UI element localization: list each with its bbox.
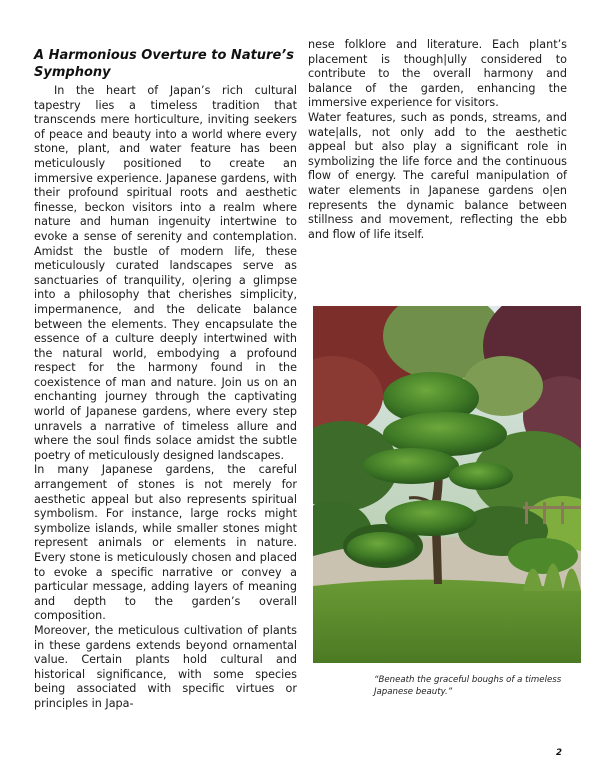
paragraph-plants-part-2: nese folklore and literature. Each plant’s placement is though|ully considered to contribute to the overall harmony and balance of the garden, enhancing the immersive experience for visitors. bbox=[308, 38, 567, 110]
paragraph-plants-part-1: Moreover, the meticulous cultivation of plants in these gardens extends beyond ornamental value. Certain plants hold cultural and historical significance, with some species being associated with specific virtues or principles in Japa- bbox=[34, 623, 297, 710]
paragraph-stones: In many Japanese gardens, the careful arrangement of stones is not merely for aesthetic appeal but also represents spiritual symbolism. For instance, large rocks might symbolize islands, while smaller stones might represent animals or elements in nature. Every stone is meticulously chosen and placed to evoke a specific narrative or convey a particular message, adding layers of meaning and depth to the garden’s overall composition. bbox=[34, 463, 297, 623]
paragraph-water: Water features, such as ponds, streams, and wate|alls, not only add to the aesthetic appeal but also play a significant role in symbolizing the life force and the continuous flow of energy. The careful manipulation of water elements in Japanese gardens o|en represents the dynamic balance between stillness and movement, reflecting the ebb and flow of life itself. bbox=[308, 110, 567, 241]
right-column bbox=[308, 38, 567, 242]
page-number: 2 bbox=[556, 748, 562, 758]
left-column bbox=[34, 84, 297, 712]
photo-caption: “Beneath the graceful boughs of a timeless Japanese beauty.” bbox=[374, 675, 562, 697]
paragraph-intro: In the heart of Japan’s rich cultural tapestry lies a timeless tradition that transcends mere horticulture, inviting seekers of peace and beauty into a world where every stone, plant, and water feature has been meticulously positioned to create an immersive experience. Japanese gardens, with their profound spiritual roots and aesthetic finesse, beckon visitors into a realm where nature and human ingenuity intertwine to evoke a sense of serenity and contemplation. Amidst the bustle of modern life, these meticulously curated landscapes serve as sanctuaries of tranquility, o|ering a glimpse into a philosophy that cherishes simplicity, impermanence, and the delicate balance between the elements. They encapsulate the essence of a culture deeply intertwined with the natural world, embodying a profound respect for the harmony found in the coexistence of man and nature. Join us on an enchanting journey through the captivating world of Japanese gardens, where every step unravels a narrative of timeless allure and where the soul finds solace amidst the subtle poetry of meticulously designed landscapes. bbox=[34, 84, 297, 462]
article-title: A Harmonious Overture to Nature’s Symphony bbox=[34, 47, 294, 80]
garden-photo bbox=[313, 306, 581, 663]
